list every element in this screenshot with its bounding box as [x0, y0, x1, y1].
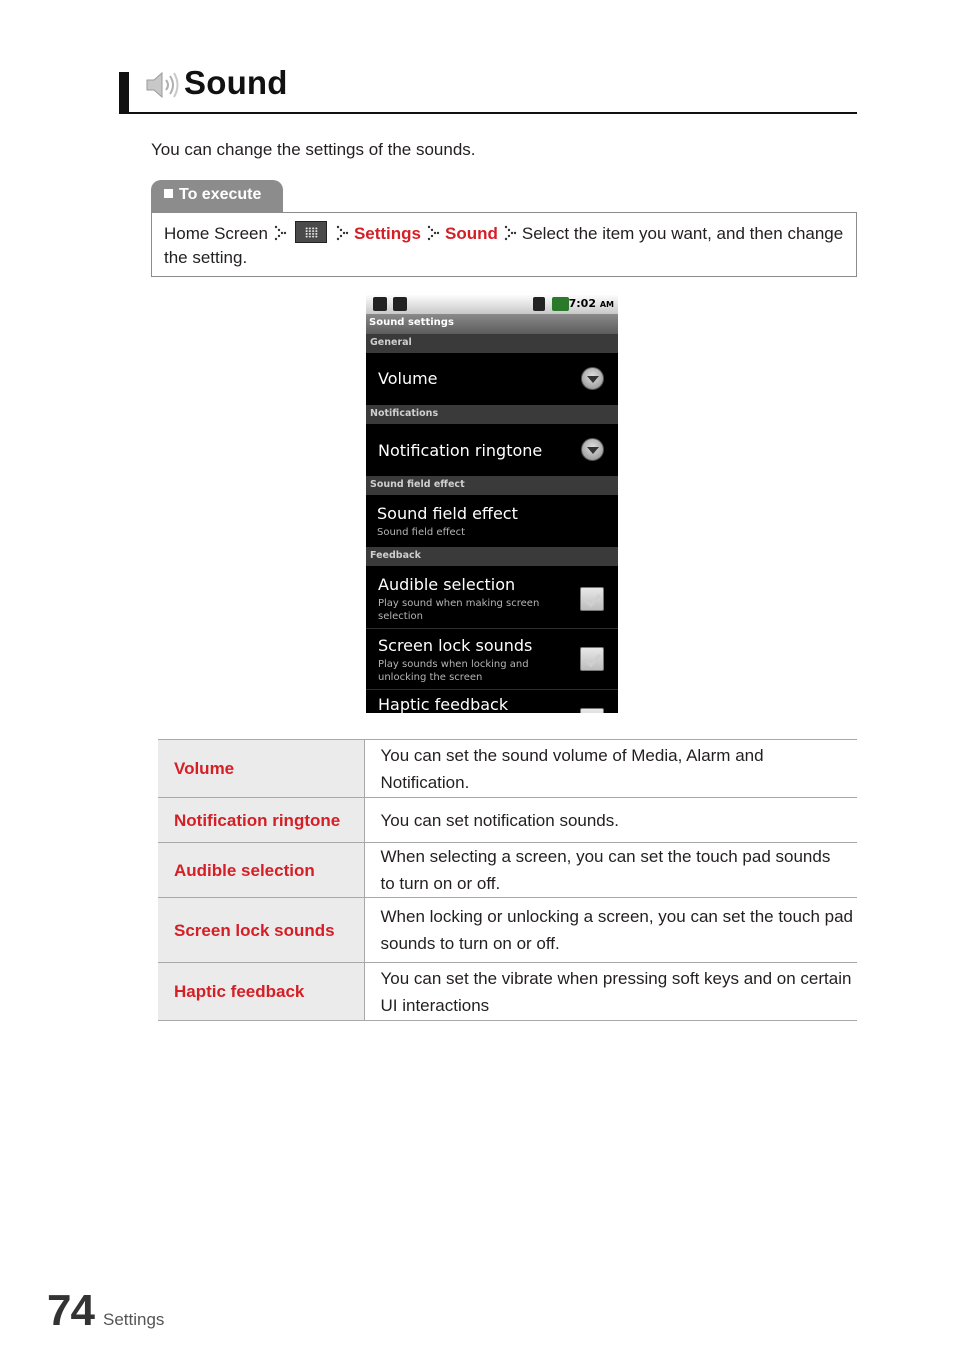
volume-title: Volume	[378, 369, 438, 388]
status-time: 7:02 AM	[568, 297, 614, 310]
step-arrow-icon	[503, 224, 517, 242]
usb-icon	[393, 297, 407, 311]
apps-grid-icon	[295, 221, 327, 243]
audible-title: Audible selection	[378, 575, 516, 594]
intro-text: You can change the settings of the sounds.	[151, 140, 476, 159]
to-execute-label: To execute	[179, 186, 262, 203]
footer-section: Settings	[103, 1310, 165, 1329]
screen-lock-checkbox[interactable]	[580, 647, 604, 671]
execute-box	[151, 212, 857, 277]
home-screen-text: Home Screen	[164, 224, 268, 243]
table-row	[158, 843, 857, 898]
table-value: When locking or unlocking a screen, you can set the touch pad sounds to turn on or off.	[364, 898, 857, 963]
table-row	[158, 963, 857, 1021]
speaker-icon	[145, 70, 181, 100]
section-feedback: Feedback	[366, 547, 618, 566]
header-bar	[119, 72, 129, 114]
volume-item[interactable]	[366, 353, 618, 405]
audible-summary-1: Play sound when making screen	[378, 598, 540, 609]
android-debug-icon	[373, 297, 387, 311]
sound-field-effect-item[interactable]	[366, 495, 618, 547]
header-rule	[119, 112, 857, 114]
section-sound-field: Sound field effect	[366, 476, 618, 495]
sound-settings-title: Sound settings	[366, 314, 618, 334]
step-arrow-icon	[273, 224, 287, 242]
audible-selection-item[interactable]	[366, 566, 618, 628]
signal-icon	[533, 297, 545, 311]
table-value: You can set the vibrate when pressing soft keys and on certain UI interactions	[364, 963, 857, 1021]
sound-field-summary: Sound field effect	[377, 527, 466, 538]
chevron-down-icon	[581, 438, 604, 461]
audible-checkbox[interactable]	[580, 587, 604, 611]
table-row	[158, 798, 857, 843]
table-key: Screen lock sounds	[158, 898, 364, 963]
screen-lock-summary-2: unlocking the screen	[378, 672, 483, 683]
haptic-title: Haptic feedback	[378, 695, 509, 713]
notification-ringtone-item[interactable]	[366, 424, 618, 476]
chevron-down-icon	[581, 367, 604, 390]
square-bullet-icon	[164, 189, 173, 198]
screen-lock-title: Screen lock sounds	[378, 636, 533, 655]
table-key: Notification ringtone	[158, 798, 364, 843]
instruction-text: Select the item you want, and then change the setting.	[164, 224, 844, 267]
audible-summary-2: selection	[378, 611, 423, 622]
haptic-checkbox[interactable]	[580, 708, 604, 713]
table-value: You can set notification sounds.	[364, 798, 857, 843]
table-row	[158, 898, 857, 963]
sound-field-title: Sound field effect	[377, 504, 518, 523]
battery-icon	[552, 297, 569, 311]
settings-table	[158, 739, 857, 1021]
phone-screenshot	[366, 294, 618, 713]
ringtone-title: Notification ringtone	[378, 441, 543, 460]
table-value: When selecting a screen, you can set the touch pad sounds to turn on or off.	[364, 843, 857, 898]
screen-lock-sounds-item[interactable]	[366, 629, 618, 689]
step-arrow-icon	[335, 224, 349, 242]
page-number: 74	[47, 1286, 94, 1335]
status-bar	[366, 294, 618, 314]
section-notifications: Notifications	[366, 405, 618, 424]
table-key: Volume	[158, 740, 364, 798]
settings-step: Settings	[353, 224, 421, 243]
table-key: Audible selection	[158, 843, 364, 898]
page-title: Sound	[184, 64, 288, 101]
table-value: You can set the sound volume of Media, Alarm and Notification.	[364, 740, 857, 798]
step-arrow-icon	[426, 224, 440, 242]
table-key: Haptic feedback	[158, 963, 364, 1021]
screen-lock-summary-1: Play sounds when locking and	[378, 659, 529, 670]
section-general: General	[366, 334, 618, 353]
haptic-feedback-item[interactable]	[366, 690, 618, 713]
sound-step: Sound	[445, 224, 498, 243]
table-row	[158, 740, 857, 798]
to-execute-tab	[151, 180, 283, 213]
